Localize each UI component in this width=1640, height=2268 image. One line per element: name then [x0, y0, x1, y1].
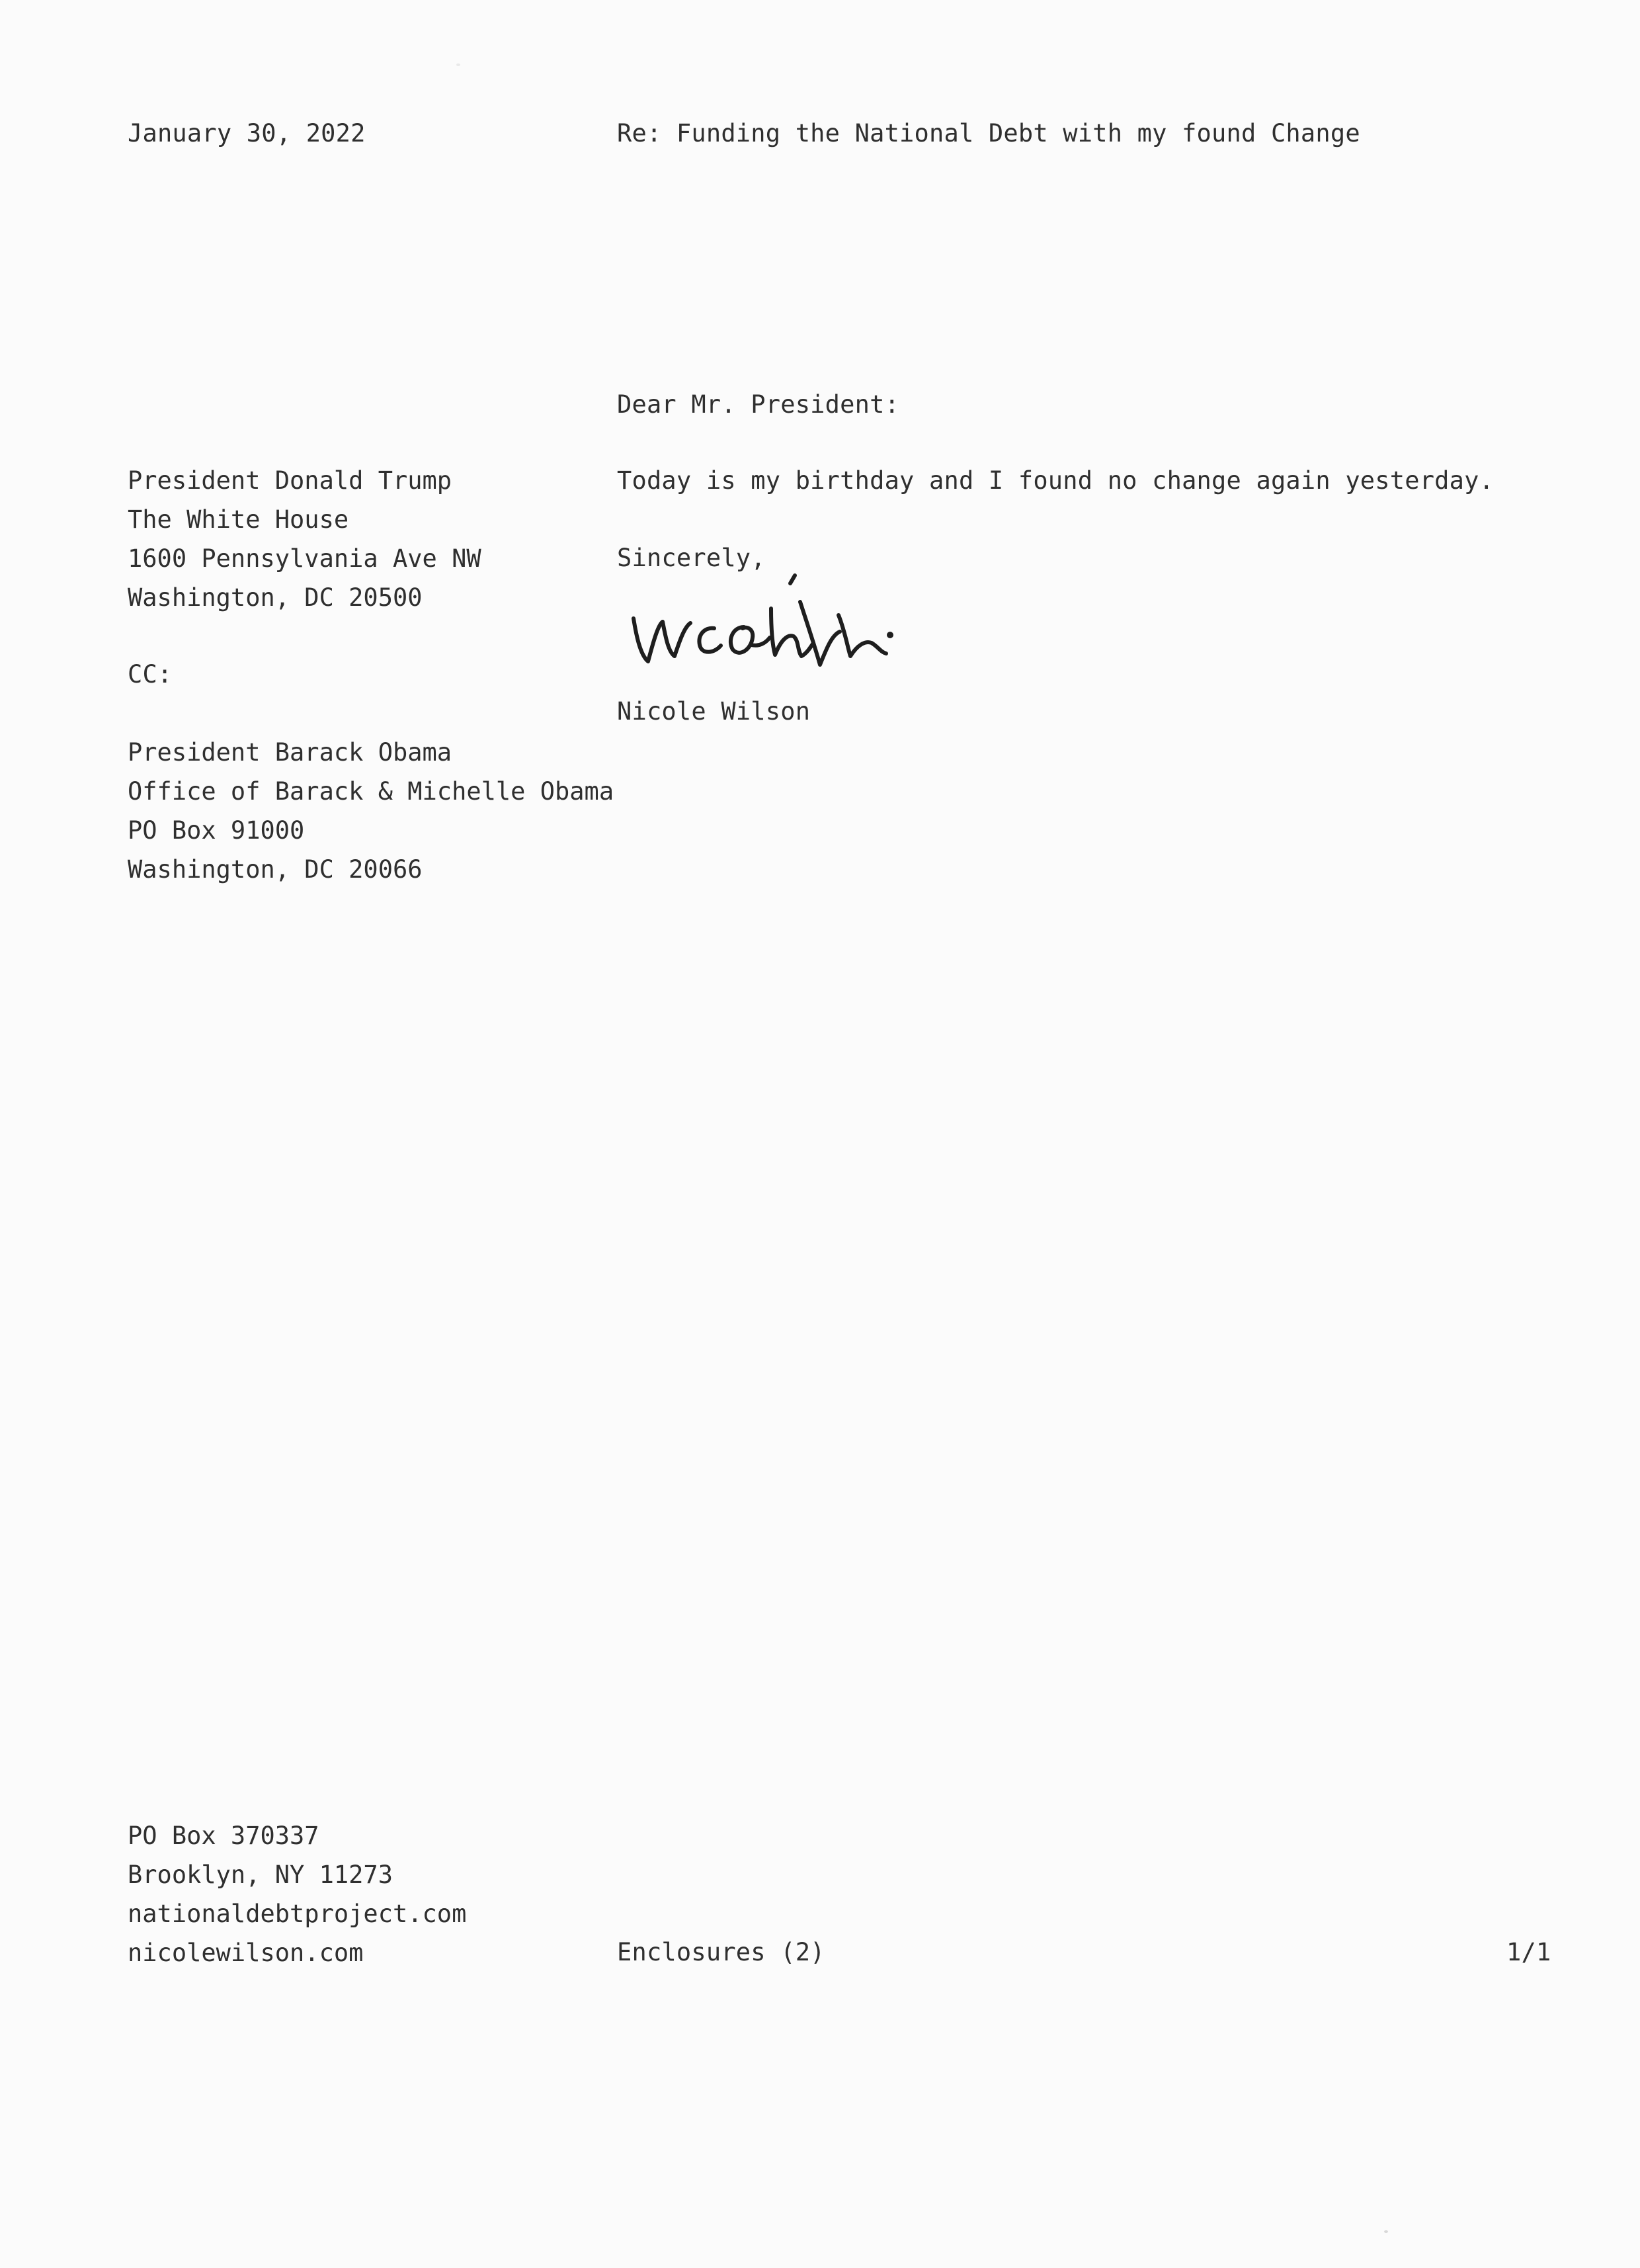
sender-address-line: PO Box 370337 [128, 1822, 319, 1850]
recipient-address [128, 461, 481, 617]
letter-subject: Re: Funding the National Debt with my found Change [617, 119, 1360, 147]
sender-address [128, 1816, 466, 1972]
enclosures-note: Enclosures (2) [617, 1938, 825, 1966]
cc-label: CC: [128, 660, 173, 689]
sender-website-link: nationaldebtproject.com [128, 1900, 467, 1928]
paper-speck [1384, 2230, 1388, 2233]
cc-address-line: President Barack Obama [128, 738, 452, 767]
paper-speck [456, 63, 460, 66]
signer-name: Nicole Wilson [617, 697, 811, 726]
cc-address-line: PO Box 91000 [128, 816, 305, 845]
page-number: 1/1 [1506, 1938, 1551, 1966]
cc-address-line: Washington, DC 20066 [128, 855, 423, 884]
letter-body: Today is my birthday and I found no change again yesterday. [617, 466, 1495, 495]
closing: Sincerely, [617, 544, 766, 572]
handwritten-signature [622, 569, 992, 681]
cc-address-line: Office of Barack & Michelle Obama [128, 777, 614, 806]
recipient-address-line: 1600 Pennsylvania Ave NW [128, 544, 481, 573]
sender-website-link: nicolewilson.com [128, 1939, 364, 1967]
salutation: Dear Mr. President: [617, 390, 900, 419]
sender-address-line: Brooklyn, NY 11273 [128, 1861, 393, 1889]
recipient-address-line: President Donald Trump [128, 466, 452, 495]
letter-date: January 30, 2022 [128, 119, 366, 147]
cc-address [128, 733, 614, 889]
recipient-address-line: Washington, DC 20500 [128, 583, 423, 612]
recipient-address-line: The White House [128, 505, 349, 534]
